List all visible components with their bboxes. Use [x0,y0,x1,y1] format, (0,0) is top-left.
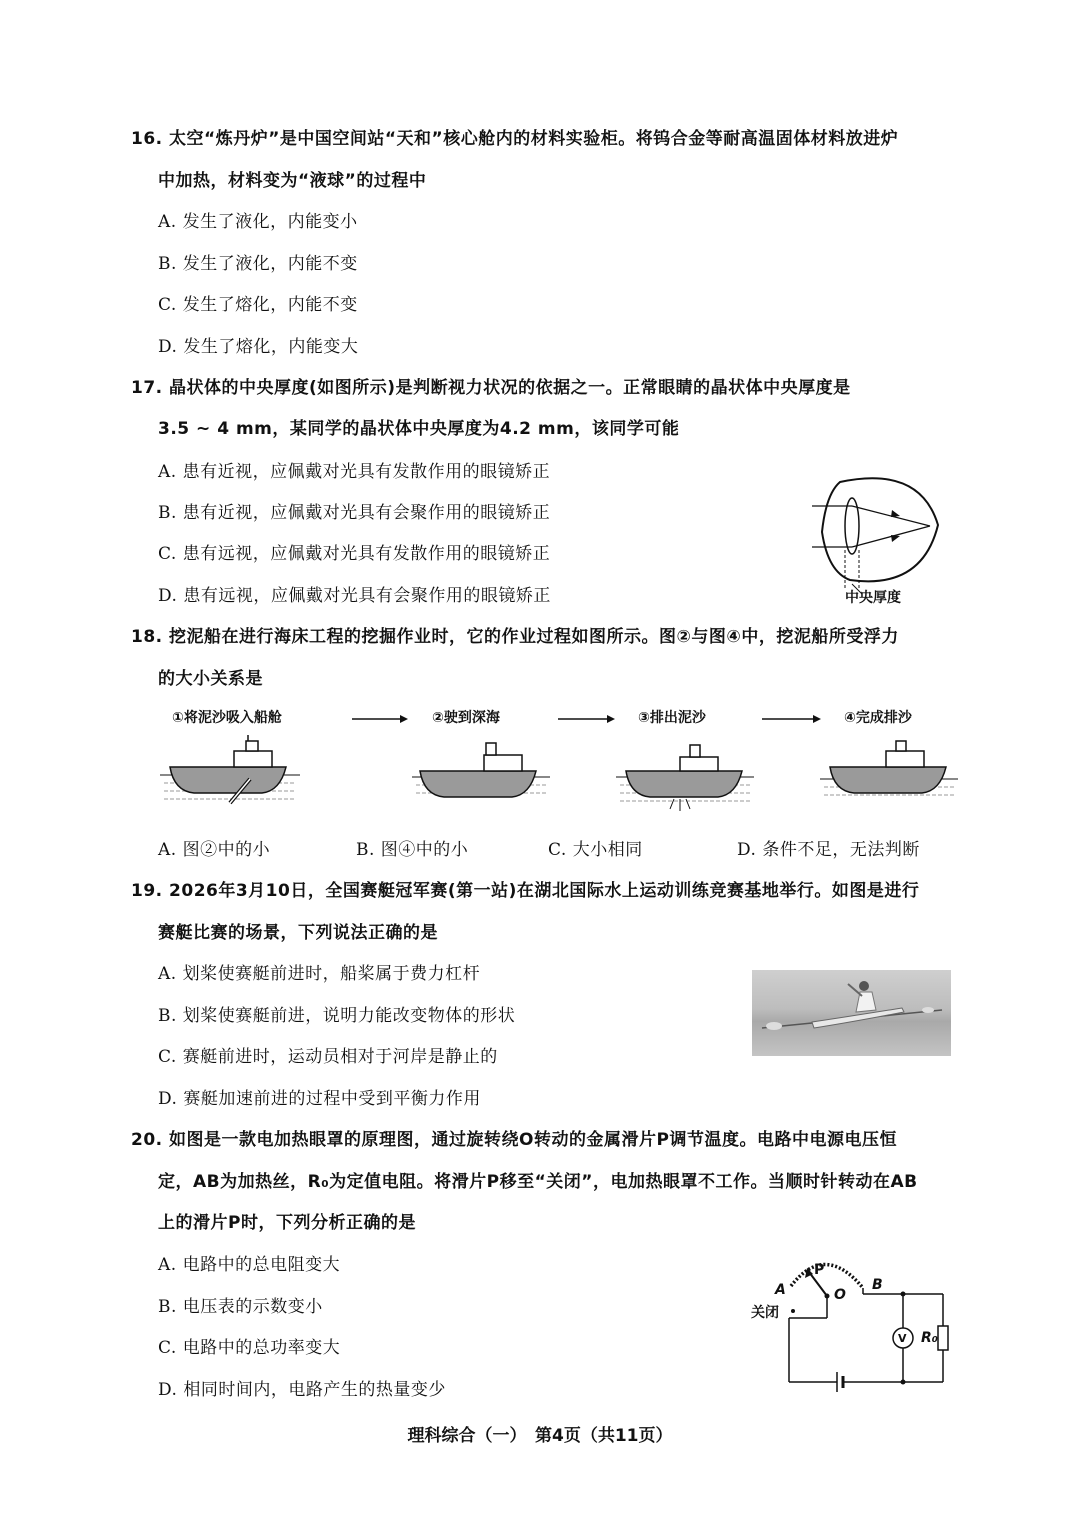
eye-diagram [800,470,950,610]
q16-option-c: C. 发生了熔化，内能不变 [158,295,358,315]
rowing-photo [752,970,951,1056]
q20-option-a: A. 电路中的总电阻变大 [158,1255,341,1275]
label-a: A [775,1282,786,1298]
q16-stem-line2: 中加热，材料变为“液球”的过程中 [158,171,427,191]
q17-option-a: A. 患有近视，应佩戴对光具有发散作用的眼镜矫正 [158,462,551,482]
central-thickness-label: 中央厚度 [845,590,901,606]
q16-option-b: B. 发生了液化，内能不变 [158,254,358,274]
q16-option-a: A. 发生了液化，内能变小 [158,212,358,232]
q19-option-d: D. 赛艇加速前进的过程中受到平衡力作用 [158,1089,481,1109]
q19-stem-line2: 赛艇比赛的场景，下列说法正确的是 [158,923,438,943]
q17-option-d: D. 患有远视，应佩戴对光具有会聚作用的眼镜矫正 [158,586,551,606]
q20-stem-line2: 定，AB为加热丝，R₀为定值电阻。将滑片P移至“关闭”，电加热眼罩不工作。当顺时针转动在AB [158,1172,918,1192]
label-r0: R₀ [921,1330,938,1346]
q17-stem-line2: 3.5 ~ 4 mm，某同学的晶状体中央厚度为4.2 mm，该同学可能 [158,419,680,439]
label-off: 关闭 [751,1305,779,1321]
q17-stem-line1: 17. 晶状体的中央厚度(如图所示)是判断视力状况的依据之一。正常眼睛的晶状体中央厚度是 [131,378,851,398]
q19-stem-line1: 19. 2026年3月10日，全国赛艇冠军赛(第一站)在湖北国际水上运动训练竞赛基地举行。如图是进行 [131,881,920,901]
q18-stem-line2: 的大小关系是 [158,669,263,689]
ray-top-refracted [852,506,930,526]
page-footer: 理科综合（一） 第4页（共11页） [407,1426,673,1446]
label-p: P [814,1262,825,1278]
q18-option-c: C. 大小相同 [548,840,643,860]
q19-option-c: C. 赛艇前进时，运动员相对于河岸是静止的 [158,1047,498,1067]
step-arrow-2 [558,715,615,723]
ray-bottom-refracted [852,526,930,547]
step-arrow-3 [762,715,821,723]
arrow-head-bottom [891,535,900,542]
eyeball-outline [822,478,938,581]
dredger-step3-label: ③排出泥沙 [638,710,706,726]
dredger-step2-label: ②驶到深海 [432,710,500,726]
dredger-boat-step3 [616,745,754,811]
off-contact [791,1309,795,1313]
q19-option-b: B. 划桨使赛艇前进，说明力能改变物体的形状 [158,1006,516,1026]
q18-option-a: A. 图②中的小 [158,840,271,860]
q19-option-a: A. 划桨使赛艇前进时，船桨属于费力杠杆 [158,964,481,984]
label-o: O [834,1287,846,1303]
circuit-diagram [745,1250,965,1400]
q20-option-d: D. 相同时间内，电路产生的热量变少 [158,1380,446,1400]
q17-option-c: C. 患有远视，应佩戴对光具有发散作用的眼镜矫正 [158,544,551,564]
q20-stem-line1: 20. 如图是一款电加热眼罩的原理图，通过旋转绕O转动的金属滑片P调节温度。电路中电源电压恒 [131,1130,897,1150]
q20-stem-line3: 上的滑片P时，下列分析正确的是 [158,1213,416,1233]
q16-option-d: D. 发生了熔化，内能变大 [158,337,359,357]
q18-option-d: D. 条件不足，无法判断 [737,840,920,860]
dredger-step1-label: ①将泥沙吸入船舱 [172,710,282,726]
arrow-head-top [891,510,900,517]
step-arrow-1 [352,715,408,723]
q18-option-b: B. 图④中的小 [356,840,469,860]
q16-stem-line1: 16. 太空“炼丹炉”是中国空间站“天和”核心舱内的材料实验柜。将钨合金等耐高温固体材料放进炉 [131,129,899,149]
label-b: B [872,1277,883,1293]
q18-stem-line1: 18. 挖泥船在进行海床工程的挖掘作业时，它的作业过程如图所示。图②与图④中，挖泥船所受浮力 [131,627,899,647]
dredger-diagram [150,705,960,825]
q20-option-b: B. 电压表的示数变小 [158,1297,323,1317]
label-voltmeter: V [898,1332,907,1345]
dredger-boat-step4 [820,741,958,795]
q20-option-c: C. 电路中的总功率变大 [158,1338,341,1358]
q17-option-b: B. 患有近视，应佩戴对光具有会聚作用的眼镜矫正 [158,503,551,523]
dredger-step4-label: ④完成排沙 [844,710,912,726]
resistor-r0 [938,1326,948,1350]
dredger-boat-step1 [160,735,300,803]
heating-wire-arc [791,1264,863,1288]
dredger-boat-step2 [412,743,550,797]
